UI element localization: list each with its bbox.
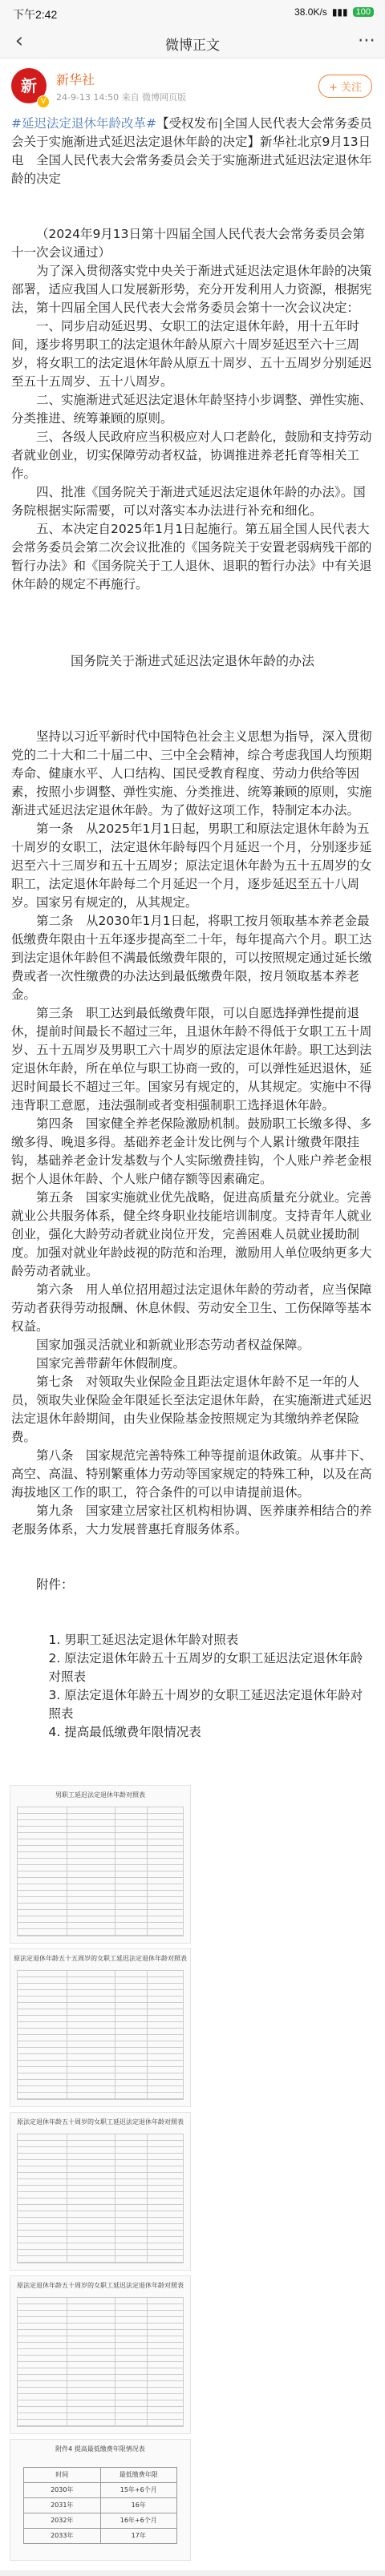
paragraph: 第一条 从2025年1月1日起，男职工和原法定退休年龄为五十周岁的女职工，法定退休年龄每四个月延迟一个月，分别逐步延迟至六十三周岁和五十五周岁；原法定退休年龄为五十五周岁的女职工，法定退休年龄每二个月延迟一个月，逐步延迟至五十八周岁。国家另有规定的，从其规定。 xyxy=(11,822,372,910)
topic-hashtag-link[interactable]: #延迟法定退休年龄改革# xyxy=(11,116,156,131)
attachment-item: 3. 原法定退休年龄五十周岁的女职工延迟法定退休年龄对照表 xyxy=(48,1688,363,1721)
table-column-line xyxy=(147,1807,148,1936)
table-cell: 15年+6个月 xyxy=(100,2483,177,2497)
table-cell: 2030年 xyxy=(51,2486,74,2493)
image-caption: 男职工延迟法定退休年龄对照表 xyxy=(55,1791,145,1799)
paragraph: 第二条 从2030年1月1日起，将职工按月领取基本养老金最低缴费年限由十五年逐步提高至二十年，每年提高六个月。职工达到法定退休年龄但不满最低缴费年限的，可以按照规定通过延长缴费或者一次性缴费的办法达到最低缴费年限，按月领取基本养老金。 xyxy=(11,914,372,1002)
paragraph: 第三条 职工达到最低缴费年限，可以自愿选择弹性提前退休，提前时间最长不超过三年，且退休年龄不得低于女职工五十周岁、五十五周岁及男职工六十周岁的原法定退休年龄。职工达到法定退休年龄，所在单位与职工协商一致的，可以弹性延迟退休，延迟时间最长不超过三年。国家另有规定的，从其规定。实施中不得违背职工意愿，违法强制或者变相强制职工选择退休年龄。 xyxy=(11,1006,372,1112)
table-grid xyxy=(17,1807,184,1936)
attachments-list xyxy=(11,1631,374,1742)
attachment-item: 2. 原法定退休年龄五十五周岁的女职工延迟法定退休年龄对照表 xyxy=(48,1651,363,1684)
attachment-item: 4. 提高最低缴费年限情况表 xyxy=(48,1725,201,1739)
paragraph: 四、批准《国务院关于渐进式延迟法定退休年龄的办法》。国务院根据实际需要，可以对落实本办法进行补充和细化。 xyxy=(11,485,366,518)
table-cell: 2033年 xyxy=(51,2532,74,2539)
post-meta: 24-9-13 14:50 来自 微博网页版 xyxy=(56,92,187,103)
paragraph: 五、本决定自2025年1月1日起施行。第五届全国人民代表大会常务委员会第二次会议批准的《国务院关于安置老弱病残干部的暂行办法》和《国务院关于工人退休、退职的暂行办法》中有关退休年龄的规定不再施行。 xyxy=(11,522,372,592)
avatar[interactable]: 新 xyxy=(11,68,47,103)
table-grid xyxy=(17,2297,184,2427)
table-column-line xyxy=(147,2297,148,2427)
table-row xyxy=(24,2482,176,2497)
status-time: 下午2:42 xyxy=(13,8,58,21)
table-column-line xyxy=(147,1970,148,2100)
table-cell: 17年 xyxy=(100,2529,177,2543)
paragraph: 第九条 国家建立居家社区机构相协调、医养康养相结合的养老服务体系，大力发展普惠托育服务体系。 xyxy=(11,1504,372,1536)
table-cell: 16年+6个月 xyxy=(100,2513,177,2528)
battery-icon: 100 xyxy=(353,7,374,17)
page-title: 微博正文 xyxy=(165,38,220,54)
follow-button[interactable]: + 关注 xyxy=(318,75,372,98)
back-icon[interactable]: ‹ xyxy=(14,29,24,53)
paragraph: 三、各级人民政府应当积极应对人口老龄化，鼓励和支持劳动者就业创业，切实保障劳动者权益，协调推进养老托育等相关工作。 xyxy=(11,430,372,481)
author-name[interactable]: 新华社 xyxy=(56,72,95,87)
table-cell: 16年 xyxy=(100,2498,177,2513)
paragraph: （2024年9月13日第十四届全国人民代表大会常务委员会第十一次会议通过） xyxy=(11,227,366,260)
table-cell: 2032年 xyxy=(51,2517,74,2524)
image-table xyxy=(23,2467,177,2544)
table-column-line xyxy=(147,2134,148,2263)
decision-paragraphs xyxy=(11,225,374,594)
paragraph: 国家完善带薪年休假制度。 xyxy=(36,1356,186,1371)
image-caption: 原法定退休年龄五十五周岁的女职工延迟法定退休年龄对照表 xyxy=(14,1955,187,1962)
signal-icon: ▮▮▮ xyxy=(331,6,348,18)
attachment-image[interactable] xyxy=(10,2439,191,2561)
verified-badge-icon: V xyxy=(37,95,50,108)
status-icons xyxy=(294,6,374,18)
weibo-post xyxy=(0,59,385,2570)
table-column-line xyxy=(115,2297,116,2427)
attachment-image[interactable] xyxy=(10,2275,191,2434)
table-row xyxy=(24,2528,176,2543)
paragraph: 坚持以习近平新时代中国特色社会主义思想为指导，深入贯彻党的二十大和二十届二中、三中全会精神，综合考虑我国人均预期寿命、健康水平、人口结构、国民受教育程度、劳动力供给等因素，按照小步调整、弹性实施、分类推进、统筹兼顾的原则，实施渐进式延迟法定退休年龄。为了做好这项工作，特制定本办法。 xyxy=(11,729,372,818)
attachment-image[interactable] xyxy=(10,1948,191,2107)
paragraph: 第七条 对领取失业保险金且距法定退休年龄不足一年的人员，领取失业保险金年限延长至法定退休年龄，在实施渐进式延迟法定退休年龄期间，由失业保险基金按照规定为其缴纳养老保险费。 xyxy=(11,1375,372,1444)
status-bar xyxy=(0,0,385,26)
measures-paragraphs xyxy=(11,728,374,1539)
table-cell: 2031年 xyxy=(51,2501,74,2509)
paragraph: 第八条 国家规范完善特殊工种等提前退休政策。从事井下、高空、高温、特别繁重体力劳动等国家规定的特殊工种，以及在高海拔地区工作的职工，符合条件的可以申请提前退休。 xyxy=(11,1448,372,1500)
paragraph: 第六条 用人单位招用超过法定退休年龄的劳动者，应当保障劳动者获得劳动报酬、休息休假、劳动安全卫生、工伤保障等基本权益。 xyxy=(11,1282,372,1334)
table-grid xyxy=(17,2134,184,2263)
post-header xyxy=(0,59,385,115)
table-row xyxy=(24,2513,176,2528)
image-caption: 原法定退休年龄五十周岁的女职工延迟法定退休年龄对照表 xyxy=(17,2282,184,2289)
table-cell: 时间 xyxy=(55,2471,69,2478)
attachments-label: 附件： xyxy=(36,1577,74,1592)
lead-text: 【受权发布|全国人民代表大会常务委员会关于实施渐进式延迟法定退休年龄的决定】新华社北京9月13日电 全国人民代表大会常务委员会关于实施渐进式延迟法定退休年龄的决定 xyxy=(11,116,372,186)
image-caption: 原法定退休年龄五十周岁的女职工延迟法定退休年龄对照表 xyxy=(17,2118,184,2126)
paragraph: 二、实施渐进式延迟法定退休年龄坚持小步调整、弹性实施、分类推进、统筹兼顾的原则。 xyxy=(11,393,372,426)
table-column-line xyxy=(115,1807,116,1936)
paragraph: 国家加强灵活就业和新就业形态劳动者权益保障。 xyxy=(36,1338,310,1352)
table-row xyxy=(24,2497,176,2513)
attachment-image[interactable] xyxy=(10,1785,191,1944)
post-lead xyxy=(0,115,385,188)
image-caption: 附件4 提高最低缴费年限情况表 xyxy=(55,2445,145,2453)
paragraph: 为了深入贯彻落实党中央关于渐进式延迟法定退休年龄的决策部署，适应我国人口发展新形势，充分开发利用人力资源，根据宪法，第十四届全国人民代表大会常务委员会第十一次会议决定： xyxy=(11,264,372,315)
paragraph: 第五条 国家实施就业优先战略，促进高质量充分就业。完善就业公共服务体系，健全终身职业技能培训制度。支持青年人就业创业，强化大龄劳动者就业岗位开发，完善困难人员就业援助制度。加强对就业年龄歧视的防范和治理，激励用人单位吸纳更多大龄劳动者就业。 xyxy=(11,1190,372,1278)
paragraph: 一、同步启动延迟男、女职工的法定退休年龄，用十五年时间，逐步将男职工的法定退休年龄从原六十周岁延迟至六十三周岁，将女职工的法定退休年龄从原五十周岁、五十五周岁分别延迟至五十五周岁、五十八周岁。 xyxy=(11,319,372,389)
table-column-line xyxy=(115,1970,116,2100)
table-column-line xyxy=(115,2134,116,2263)
attachment-item: 1. 男职工延迟法定退休年龄对照表 xyxy=(48,1633,239,1647)
table-cell: 最低缴费年限 xyxy=(100,2468,177,2482)
section-title: 国务院关于渐进式延迟法定退休年龄的办法 xyxy=(70,653,314,668)
more-options-icon[interactable]: ⋯ xyxy=(358,30,375,50)
table-grid xyxy=(17,1970,184,2100)
paragraph: 第四条 国家健全养老保险激励机制。鼓励职工长缴多得、多缴多得、晚退多得。基础养老金计发比例与个人累计缴费年限挂钩，基础养老金计发基数与个人实际缴费挂钩，个人账户养老金根据个人退休年龄、个人账户储存额等因素确定。 xyxy=(11,1116,372,1186)
network-speed: 38.0K/s xyxy=(294,6,327,18)
top-navigation-bar xyxy=(0,26,385,59)
table-row xyxy=(24,2468,176,2482)
image-grid xyxy=(0,1779,385,2570)
attachment-image[interactable] xyxy=(10,2112,191,2271)
post-body xyxy=(0,188,385,1779)
